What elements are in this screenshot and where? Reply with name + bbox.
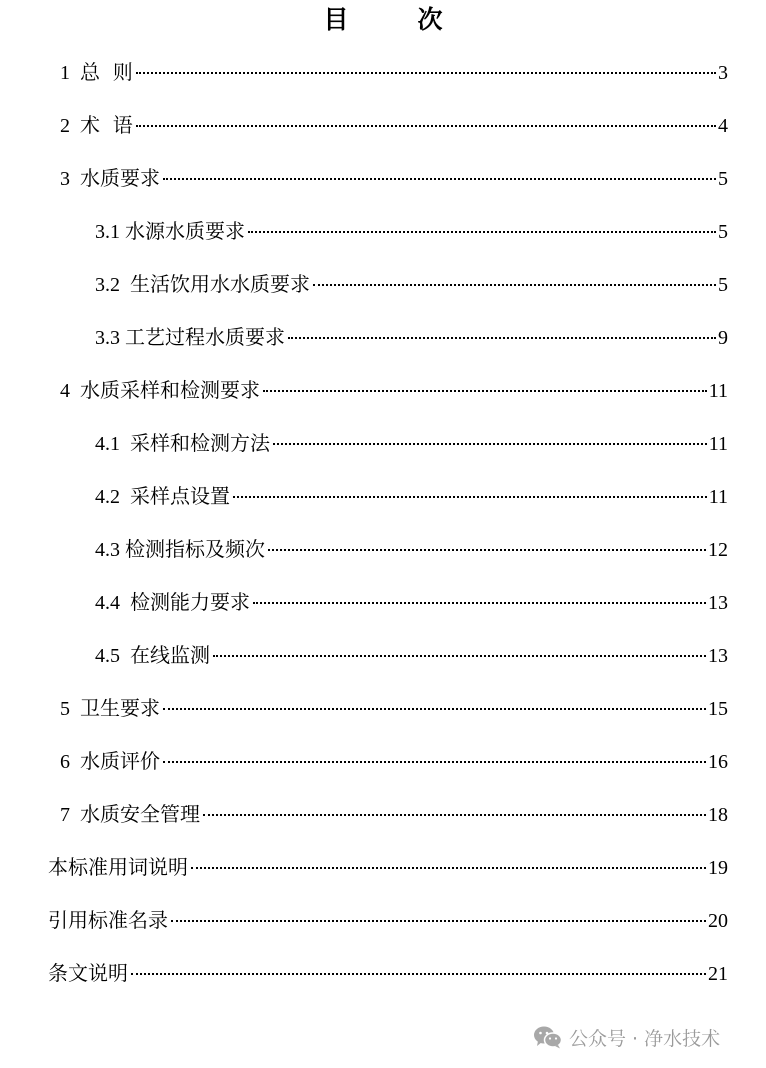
toc-entry-label: 采样点设置 xyxy=(130,484,230,508)
toc-entry-page-number: 13 xyxy=(708,592,728,614)
toc-entry[interactable] xyxy=(60,160,728,196)
toc-entry-number: 4.4 xyxy=(95,592,120,614)
toc-entry[interactable] xyxy=(60,107,728,143)
toc-entry-label: 本标准用词说明 xyxy=(48,855,188,879)
toc-entry-page-number: 9 xyxy=(718,327,728,349)
toc-entry[interactable] xyxy=(48,955,728,991)
toc-entry-page-number: 19 xyxy=(708,857,728,879)
toc-entry-spacer xyxy=(70,108,80,144)
toc-entry-spacer xyxy=(70,691,80,727)
dot-leader xyxy=(268,549,706,551)
toc-entry-number: 4 xyxy=(60,380,70,402)
dot-leader xyxy=(263,390,707,392)
toc-entry-label: 水质要求 xyxy=(80,166,160,190)
watermark xyxy=(533,1022,720,1052)
toc-entry-page-number: 11 xyxy=(708,433,728,455)
toc-entry-number: 1 xyxy=(60,62,70,84)
toc-entry[interactable] xyxy=(48,849,728,885)
toc-entry-label: 水质安全管理 xyxy=(80,802,200,826)
toc-entry-label: 术 语 xyxy=(80,113,133,137)
toc-entry-page-number: 4 xyxy=(718,115,728,137)
toc-entry-number: 4.3 xyxy=(95,539,120,561)
toc-entry-spacer xyxy=(70,797,80,833)
toc-entry-number: 3 xyxy=(60,168,70,190)
toc-entry-page-number: 11 xyxy=(708,380,728,402)
toc-entry-number: 4.1 xyxy=(95,433,120,455)
dot-leader xyxy=(253,602,706,604)
dot-leader xyxy=(248,231,716,233)
toc-entry-spacer xyxy=(120,585,130,621)
dot-leader xyxy=(273,443,707,445)
toc-entry[interactable] xyxy=(60,743,728,779)
toc-entry[interactable] xyxy=(95,478,728,514)
page-title: 目 次 xyxy=(323,5,465,34)
toc-entry[interactable] xyxy=(95,425,728,461)
toc-entry-page-number: 15 xyxy=(708,698,728,720)
toc-entry-label: 水源水质要求 xyxy=(125,219,245,243)
toc-entry-page-number: 21 xyxy=(708,963,728,985)
dot-leader xyxy=(313,284,716,286)
dot-leader xyxy=(136,125,716,127)
toc-entry-number: 3.1 xyxy=(95,221,120,243)
toc-entry-label: 引用标准名录 xyxy=(48,908,168,932)
toc-entry-label: 总 则 xyxy=(80,60,133,84)
toc-entry-page-number: 20 xyxy=(708,910,728,932)
toc-entry-spacer xyxy=(120,267,130,303)
toc-entry-number: 5 xyxy=(60,698,70,720)
toc-entry-page-number: 5 xyxy=(718,274,728,296)
dot-leader xyxy=(171,920,706,922)
toc-entry-number: 4.2 xyxy=(95,486,120,508)
toc-entry-number: 2 xyxy=(60,115,70,137)
toc-entry[interactable] xyxy=(95,319,728,355)
toc-entry-spacer xyxy=(70,744,80,780)
toc-entry-spacer xyxy=(120,479,130,515)
toc-entry-page-number: 5 xyxy=(718,168,728,190)
wechat-icon xyxy=(533,1025,563,1049)
dot-leader xyxy=(163,708,706,710)
toc-entry-label: 水质评价 xyxy=(80,749,160,773)
toc-entry-number: 6 xyxy=(60,751,70,773)
toc-entry-number: 3.3 xyxy=(95,327,120,349)
toc-entry-number: 7 xyxy=(60,804,70,826)
dot-leader xyxy=(136,72,716,74)
dot-leader xyxy=(163,761,706,763)
dot-leader xyxy=(288,337,716,339)
dot-leader xyxy=(203,814,706,816)
watermark-text: 公众号 · 净水技术 xyxy=(569,1027,721,1050)
toc-entry-label: 条文说明 xyxy=(48,961,128,985)
toc-entry-label: 工艺过程水质要求 xyxy=(125,325,285,349)
toc-entry-spacer xyxy=(70,55,80,91)
toc-entry-spacer xyxy=(120,638,130,674)
toc-entry-label: 采样和检测方法 xyxy=(130,431,270,455)
toc-entry[interactable] xyxy=(60,690,728,726)
toc-entry-spacer xyxy=(120,426,130,462)
toc-entry-label: 检测指标及频次 xyxy=(125,537,265,561)
dot-leader xyxy=(213,655,706,657)
dot-leader xyxy=(233,496,707,498)
toc-entry-page-number: 11 xyxy=(708,486,728,508)
toc-entry-label: 检测能力要求 xyxy=(130,590,250,614)
toc-entry-label: 卫生要求 xyxy=(80,696,160,720)
toc-entry-number: 3.2 xyxy=(95,274,120,296)
toc-entry[interactable] xyxy=(48,902,728,938)
toc-entry-page-number: 3 xyxy=(718,62,728,84)
toc-entry-page-number: 18 xyxy=(708,804,728,826)
dot-leader xyxy=(131,973,706,975)
toc-entry[interactable] xyxy=(60,796,728,832)
toc-entry-label: 在线监测 xyxy=(130,643,210,667)
toc-entry-page-number: 16 xyxy=(708,751,728,773)
toc-entry[interactable] xyxy=(95,637,728,673)
toc-entry-page-number: 12 xyxy=(708,539,728,561)
toc-entry[interactable] xyxy=(95,584,728,620)
toc-entry-number: 4.5 xyxy=(95,645,120,667)
toc-entry[interactable] xyxy=(60,54,728,90)
toc-entry[interactable] xyxy=(95,266,728,302)
dot-leader xyxy=(163,178,716,180)
toc-entry[interactable] xyxy=(95,531,728,567)
toc-entry-page-number: 5 xyxy=(718,221,728,243)
toc-entry-label: 生活饮用水水质要求 xyxy=(130,272,310,296)
toc-entry[interactable] xyxy=(95,213,728,249)
toc-entry-page-number: 13 xyxy=(708,645,728,667)
toc-entry-spacer xyxy=(70,161,80,197)
dot-leader xyxy=(191,867,706,869)
toc-entry-spacer xyxy=(70,373,80,409)
toc-entry-label: 水质采样和检测要求 xyxy=(80,378,260,402)
toc-entry[interactable] xyxy=(60,372,728,408)
